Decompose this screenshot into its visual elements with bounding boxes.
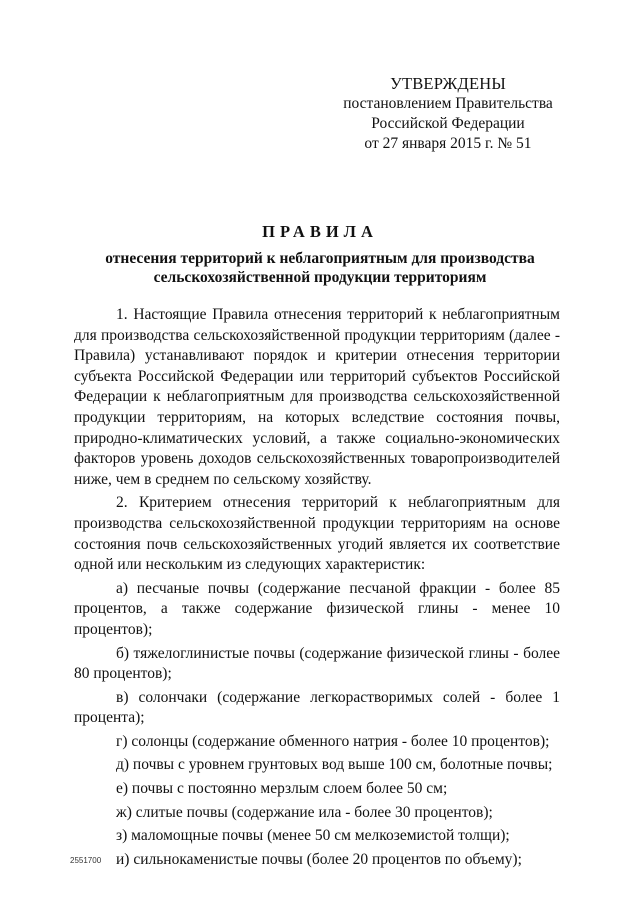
approval-block: [330, 74, 566, 154]
approval-date: от 27 января 2015 г. № 51: [364, 135, 532, 152]
criterion-item: ж) слитые почвы (содержание ила - более 30 процентов);: [116, 803, 493, 821]
approval-title: УТВЕРЖДЕНЫ: [390, 74, 506, 93]
paragraph-1: 1. Настоящие Правила отнесения территорий к неблагоприятным для производства сельскохозяйственной продукции территориям (далее - Правила) устанавливают порядок и критерии отнесения территории субъекта Российской Федерации или территорий субъектов Российской Федерации к неблагоприятным для производства сельскохозяйственной продукции территориям, на которых вследствие состояния почвы, природно-климатических условий, а также социально-экономических факторов уровень доходов сельскохозяйственных товаропроизводителей ниже, чем в среднем по сельскому хозяйству.: [74, 306, 560, 488]
criterion-item: в) солончаки (содержание легкорастворимых солей - более 1 процента);: [74, 688, 560, 727]
document-title: ПРАВИЛА: [262, 222, 378, 241]
paragraph-2: 2. Критерием отнесения территорий к неблагоприятным для производства сельскохозяйственной продукции территориям на основе состояния почв сельскохозяйственных угодий является их соответствие одной или нескольким из следующих характеристик:: [74, 494, 560, 574]
approval-line: постановлением Правительства: [343, 95, 553, 112]
criterion-item: з) маломощные почвы (менее 50 см мелкоземистой толщи);: [116, 827, 510, 845]
criterion-item: и) сильнокаменистые почвы (более 20 процентов по объему);: [116, 850, 522, 868]
criterion-item: б) тяжелоглинистые почвы (содержание физической глины - более 80 процентов);: [74, 644, 560, 683]
criterion-item: д) почвы с уровнем грунтовых вод выше 100 см, болотные почвы;: [116, 756, 553, 774]
subtitle-line: сельскохозяйственной продукции территориям: [153, 269, 487, 286]
approval-line: Российской Федерации: [371, 115, 525, 132]
subtitle-line: отнесения территорий к неблагоприятным для производства: [105, 250, 535, 267]
criterion-item: г) солонцы (содержание обменного натрия - более 10 процентов);: [116, 732, 550, 750]
document-code: 2551700: [70, 856, 102, 865]
criterion-item: а) песчаные почвы (содержание песчаной фракции - более 85 процентов, а также содержание физической глины - менее 10 процентов);: [74, 579, 560, 638]
document-subtitle: [92, 249, 548, 287]
criterion-item: е) почвы с постоянно мерзлым слоем более 50 см;: [116, 780, 448, 798]
document-body: [74, 305, 560, 873]
